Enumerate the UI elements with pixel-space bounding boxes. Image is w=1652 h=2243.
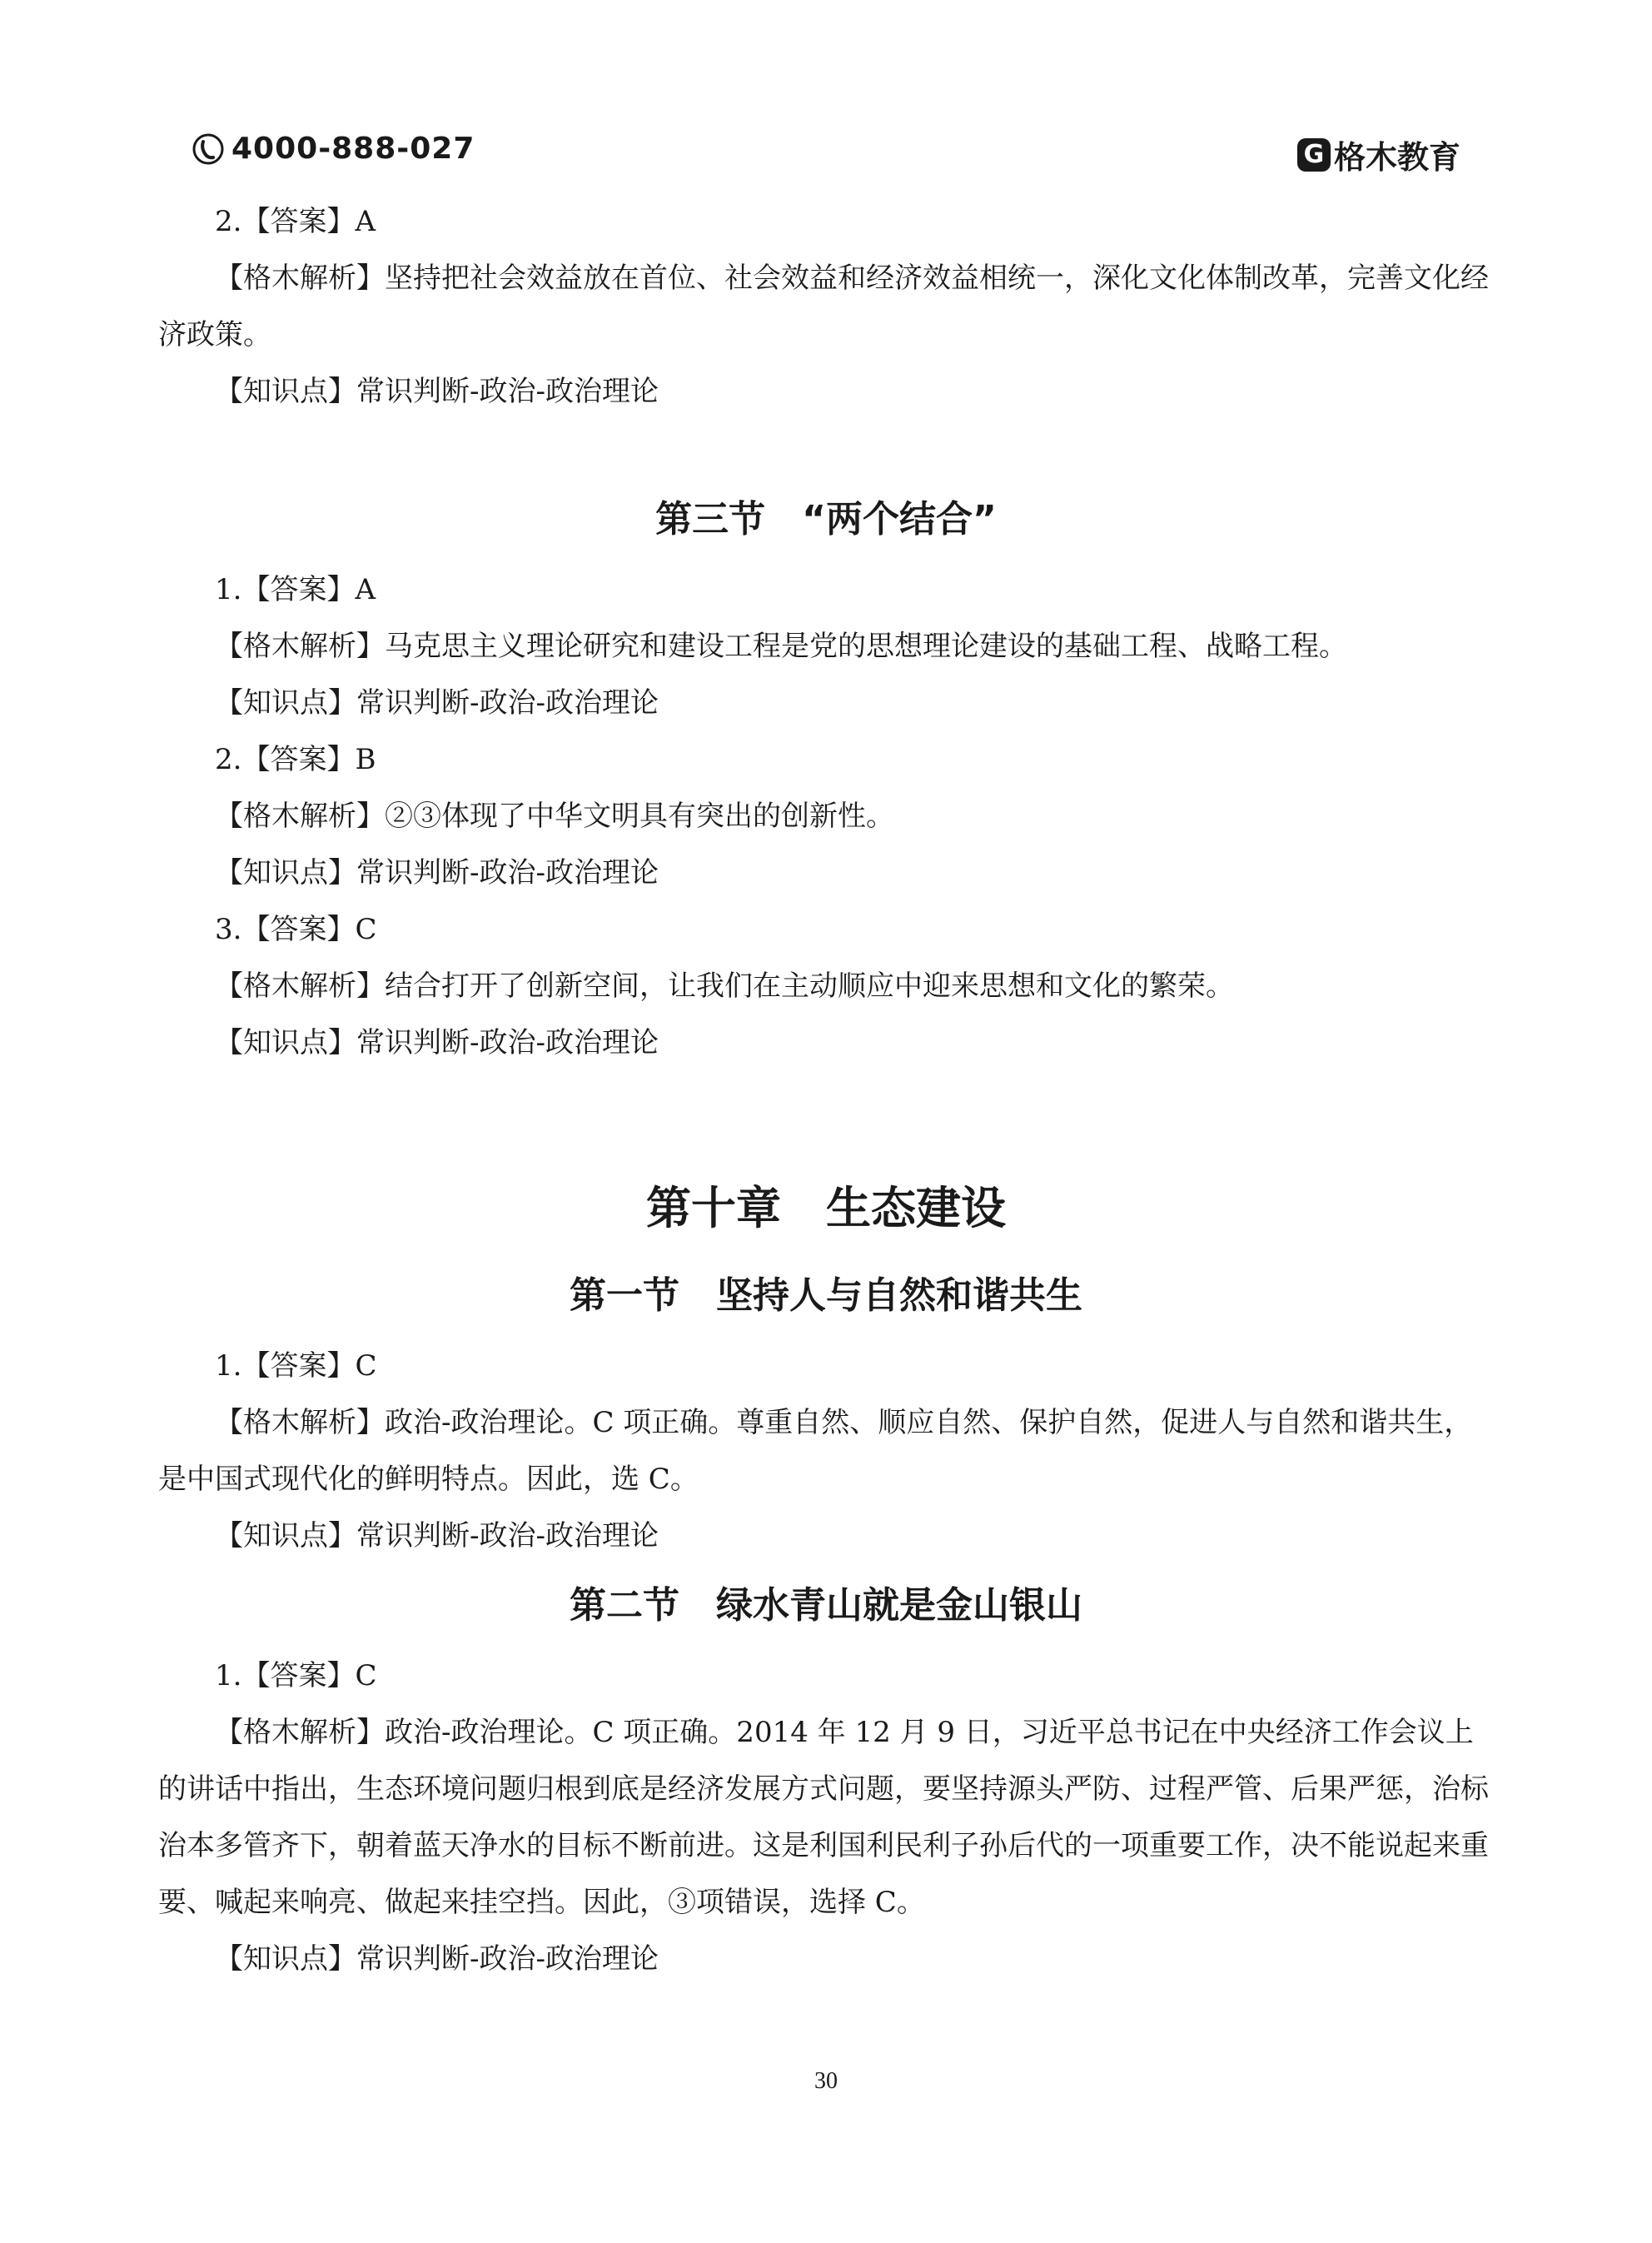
document-body (158, 193, 1494, 1987)
chapter-title: 第十章 生态建设 (646, 1182, 1006, 1234)
knowledge-point: 【知识点】常识判断-政治-政治理论 (215, 1519, 659, 1553)
knowledge-point: 【知识点】常识判断-政治-政治理论 (215, 686, 659, 720)
knowledge-point: 【知识点】常识判断-政治-政治理论 (215, 375, 659, 408)
analysis-paragraph: 【格木解析】政治-政治理论。C 项正确。尊重自然、顺应自然、保护自然，促进人与自然和谐共生，是中国式现代化的鲜明特点。因此，选 C。 (158, 1406, 1473, 1496)
analysis-paragraph: 【格木解析】②③体现了中华文明具有突出的创新性。 (215, 800, 894, 833)
section-title: 第三节 “两个结合” (655, 498, 997, 541)
page-number: 30 (814, 2068, 838, 2094)
knowledge-point: 【知识点】常识判断-政治-政治理论 (215, 1942, 659, 1976)
analysis-paragraph: 【格木解析】马克思主义理论研究和建设工程是党的思想理论建设的基础工程、战略工程。 (215, 630, 1347, 663)
phone-number: 4000-888-027 (231, 132, 475, 166)
phone-contact (192, 132, 475, 166)
section-title: 第二节 绿水青山就是金山银山 (570, 1584, 1082, 1627)
analysis-paragraph: 【格木解析】政治-政治理论。C 项正确。2014 年 12 月 9 日，习近平总书记在中央经济工作会议上的讲话中指出，生态环境问题归根到底是经济发展方式问题，要坚持源头严防、过程严管、后果严惩，治标治本多管齐下，朝着蓝天净水的目标不断前进。这是利国利民利子孙后代的一项重要工作，决不能说起来重要、喊起来响亮、做起来挂空挡。因此，③项错误，选择 C。 (158, 1716, 1489, 1919)
phone-icon (192, 132, 225, 166)
answer-line: 1.【答案】A (215, 573, 376, 606)
knowledge-point: 【知识点】常识判断-政治-政治理论 (215, 1026, 659, 1059)
analysis-paragraph: 【格木解析】结合打开了创新空间，让我们在主动顺应中迎来思想和文化的繁荣。 (215, 969, 1234, 1003)
section-title: 第一节 坚持人与自然和谐共生 (570, 1274, 1082, 1317)
brand (1297, 132, 1460, 177)
page-header (192, 125, 1460, 175)
answer-line: 3.【答案】C (215, 913, 377, 946)
answer-line: 2.【答案】A (215, 205, 376, 238)
answer-line: 2.【答案】B (215, 743, 376, 776)
knowledge-point: 【知识点】常识判断-政治-政治理论 (215, 856, 659, 890)
analysis-paragraph: 【格木解析】坚持把社会效益放在首位、社会效益和经济效益相统一，深化文化体制改革，完善文化经济政策。 (158, 262, 1489, 351)
answer-line: 1.【答案】C (215, 1349, 377, 1383)
answer-line: 1.【答案】C (215, 1659, 377, 1692)
brand-logo-icon: G (1297, 138, 1331, 172)
brand-name: 格木教育 (1333, 139, 1460, 176)
